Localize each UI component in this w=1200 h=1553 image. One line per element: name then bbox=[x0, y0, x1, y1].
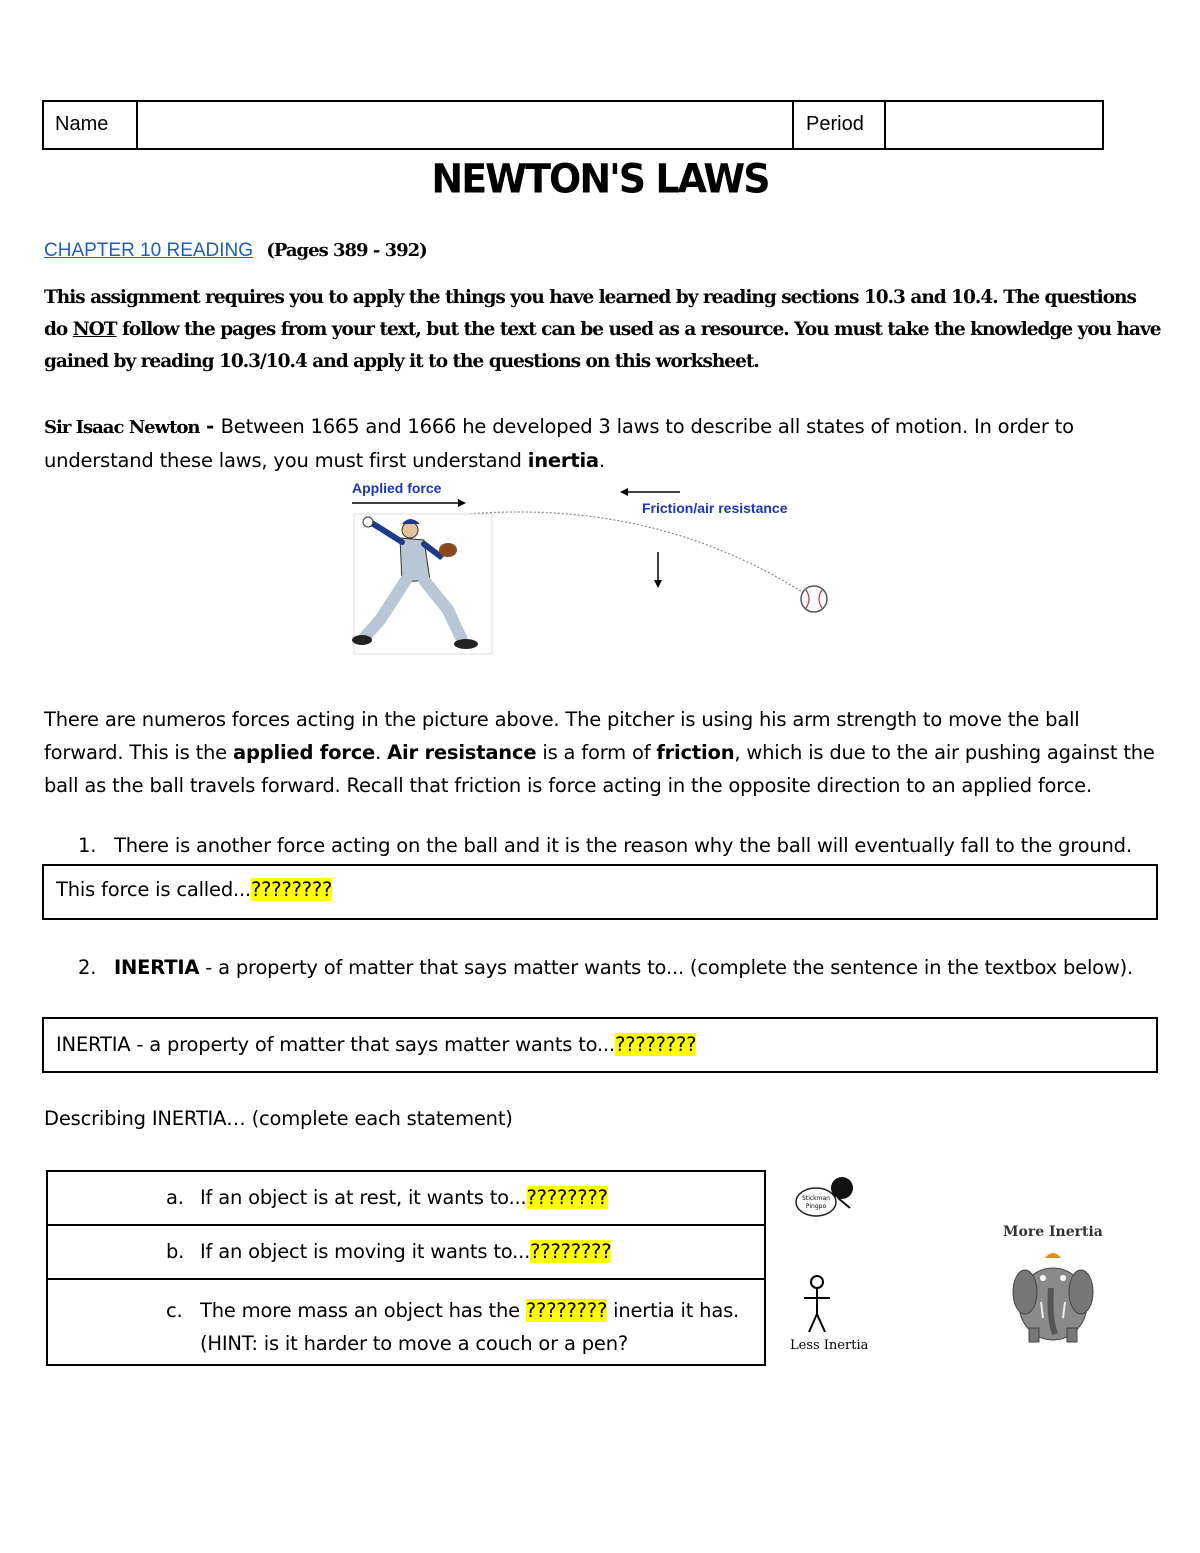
air-resistance-term: Air resistance bbox=[387, 741, 537, 764]
period-label: Period bbox=[806, 113, 864, 135]
hint-text: (HINT: is it harder to move a couch or a pen? bbox=[200, 1332, 629, 1355]
newton-dash: - bbox=[199, 415, 221, 438]
chapter-pages: (Pages 389 - 392) bbox=[266, 240, 427, 261]
statements-table bbox=[46, 1170, 766, 1366]
header-divider bbox=[884, 100, 886, 150]
period-field[interactable] bbox=[888, 102, 1102, 148]
chapter-reading-link[interactable]: CHAPTER 10 READING bbox=[44, 240, 254, 261]
forces-text: is a form of bbox=[536, 741, 657, 764]
describing-inertia-heading bbox=[44, 1107, 513, 1130]
svg-text:Stickman: Stickman bbox=[802, 1195, 830, 1202]
pitcher-figure bbox=[340, 470, 840, 660]
less-inertia-figure bbox=[784, 1170, 874, 1360]
name-label: Name bbox=[55, 113, 109, 135]
statement-letter: b. bbox=[166, 1240, 185, 1263]
statement-text: inertia it has. bbox=[607, 1299, 740, 1322]
question-number: 2. bbox=[78, 956, 97, 979]
forces-text: There are numeros forces acting in the picture above. The pitcher is using his arm strength to move the ball forward. This is the bbox=[44, 708, 1080, 764]
question-2-text: - a property of matter that says matter wants to... (complete the sentence in the textbox below). bbox=[199, 956, 1134, 979]
friction-label: Friction/air resistance bbox=[642, 500, 788, 516]
intro-paragraph bbox=[44, 282, 1164, 378]
describing-prefix: Describing bbox=[44, 1107, 152, 1130]
inertia-term: INERTIA bbox=[151, 1107, 227, 1130]
statement-text: The more mass an object has the bbox=[200, 1299, 526, 1322]
statement-b bbox=[166, 1240, 611, 1263]
applied-force-label: Applied force bbox=[352, 480, 442, 496]
newton-paragraph bbox=[44, 410, 1154, 477]
header-divider bbox=[136, 100, 138, 150]
svg-text:Pingpo: Pingpo bbox=[805, 1203, 827, 1210]
newton-text: Between 1665 and 1666 he developed 3 laws to describe all states of motion. In order to understand these laws, you must first understand bbox=[44, 415, 1074, 472]
elephant-icon bbox=[995, 1222, 1115, 1352]
statement-letter: c. bbox=[166, 1299, 183, 1322]
question-2 bbox=[78, 956, 1178, 979]
answer-blank: ???????? bbox=[530, 1240, 612, 1263]
answer-blank: ???????? bbox=[251, 878, 333, 901]
question-1-text: There is another force acting on the ball and it is the reason why the ball will eventually fall to the ground. bbox=[114, 834, 1132, 857]
page-title: NEWTON'S LAWS bbox=[431, 155, 769, 203]
describing-suffix: … (complete each statement) bbox=[226, 1107, 513, 1130]
question-1 bbox=[78, 834, 1178, 857]
newton-inertia: inertia bbox=[527, 449, 599, 472]
newton-name: Sir Isaac Newton bbox=[44, 417, 200, 438]
question-number: 1. bbox=[78, 834, 97, 857]
name-field[interactable] bbox=[140, 102, 790, 148]
inertia-term: INERTIA bbox=[114, 956, 200, 979]
less-inertia-label: Less Inertia bbox=[790, 1338, 869, 1353]
baseball-icon bbox=[801, 586, 827, 612]
statement-text: If an object is at rest, it wants to... bbox=[200, 1186, 527, 1209]
question-2-answer-box[interactable] bbox=[42, 1017, 1158, 1073]
statement-row-b[interactable] bbox=[48, 1226, 764, 1280]
intro-part1: This assignment requires you to apply the things you have learned by reading sections 10.3 and 10.4. The questions do bbox=[44, 287, 1136, 340]
question-1-answer-box[interactable] bbox=[42, 864, 1158, 920]
intro-not: NOT bbox=[72, 319, 117, 340]
friction-term: friction bbox=[656, 741, 735, 764]
newton-period: . bbox=[598, 449, 605, 472]
stick-figure-icon bbox=[784, 1170, 874, 1360]
inertia-term: INERTIA bbox=[56, 1033, 131, 1056]
more-inertia-label: More Inertia bbox=[1003, 1224, 1103, 1240]
answer-prefix: This force is called... bbox=[56, 878, 251, 901]
header-divider bbox=[792, 100, 794, 150]
statement-letter: a. bbox=[166, 1186, 184, 1209]
statement-row-c[interactable] bbox=[48, 1280, 764, 1364]
forces-text: , which is due to the air pushing against the ball as the ball travels forward. Recall that friction is force acting in the opposite direction to an applied force. bbox=[44, 741, 1155, 797]
forces-diagram bbox=[340, 470, 840, 660]
statement-c bbox=[166, 1294, 746, 1360]
answer-blank: ???????? bbox=[525, 1299, 608, 1322]
more-inertia-figure bbox=[995, 1222, 1115, 1352]
statement-row-a[interactable] bbox=[48, 1172, 764, 1226]
chapter-line bbox=[44, 240, 427, 262]
answer-text: - a property of matter that says matter wants to... bbox=[130, 1033, 616, 1056]
answer-blank: ???????? bbox=[615, 1033, 697, 1056]
statement-a bbox=[166, 1186, 608, 1209]
statement-text: If an object is moving it wants to... bbox=[200, 1240, 531, 1263]
forces-text: . bbox=[375, 741, 388, 764]
answer-blank: ???????? bbox=[526, 1186, 608, 1209]
intro-part2: follow the pages from your text, but the text can be used as a resource. You must take the knowledge you have gained by reading 10.3/10.4 and apply it to the questions on this worksheet. bbox=[44, 319, 1161, 372]
forces-paragraph bbox=[44, 703, 1164, 802]
applied-force-term: applied force bbox=[232, 741, 376, 764]
